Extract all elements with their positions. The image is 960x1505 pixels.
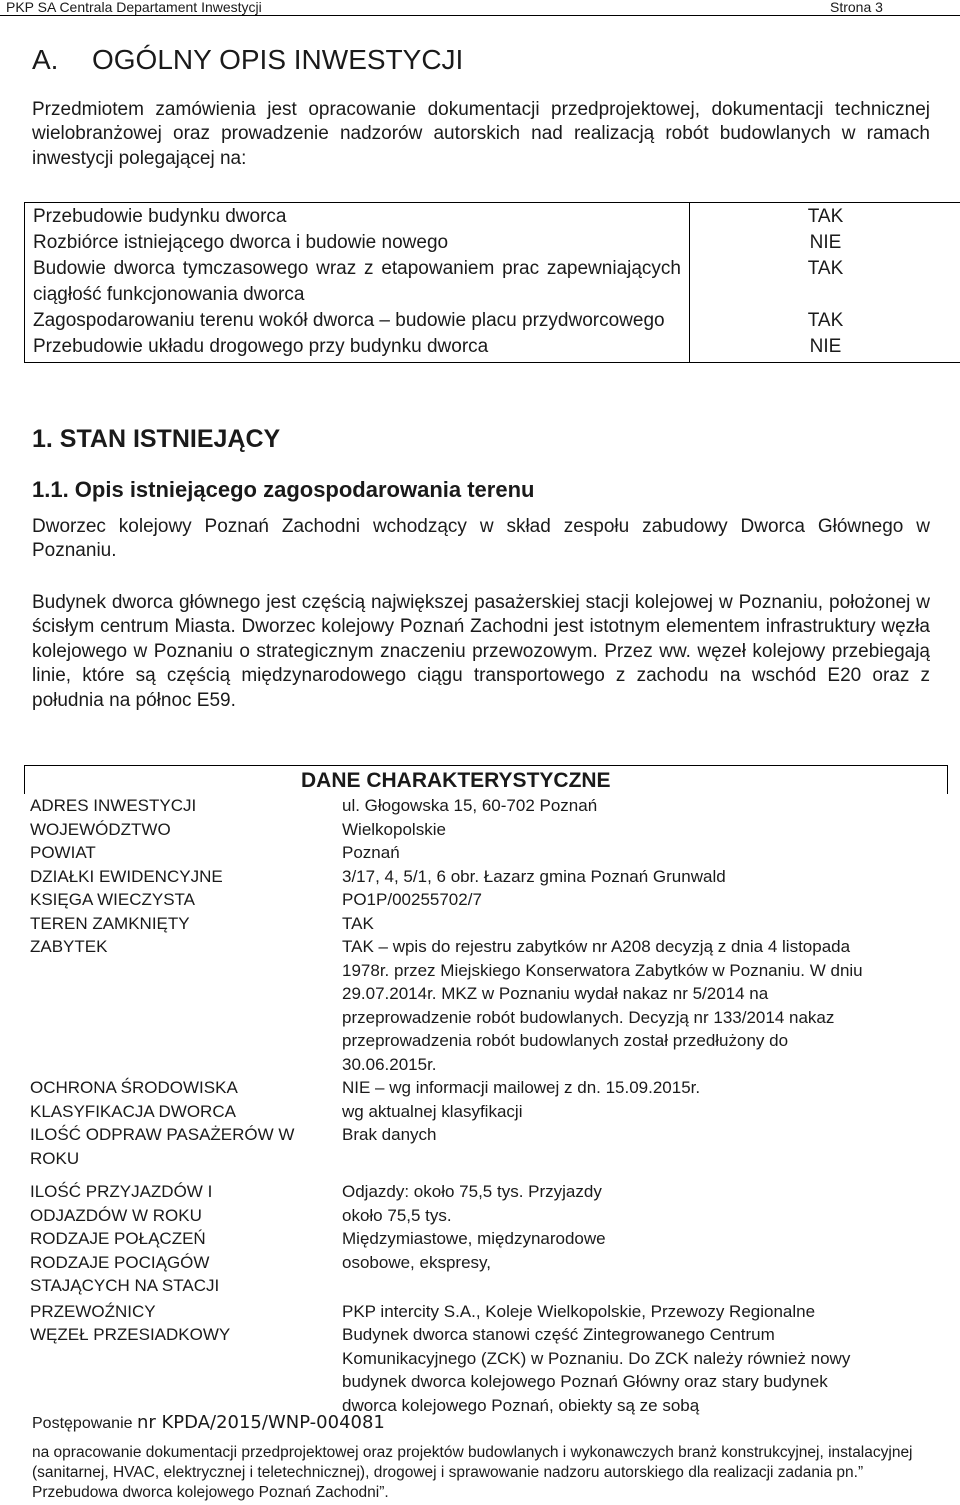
section-1-1-heading: 1.1. Opis istniejącego zagospodarowania terenu: [32, 477, 535, 502]
scope-row: [25, 203, 960, 231]
dane-key: ILOŚĆ ODPRAW PASAŻERÓW W ROKU: [30, 1125, 295, 1168]
dane-value: Poznań: [342, 843, 400, 862]
scope-table: [24, 202, 960, 363]
dane-value: Budynek dworca stanowi część Zintegrowanego Centrum Komunikacyjnego (ZCK) w Poznaniu. Do ZCK należy również nowy budynek dworca kolejowego Poznań Główny oraz stary budynek dworca kolejowego Poznań, obiekty są ze sobą: [342, 1325, 851, 1415]
section-a-title: OGÓLNY OPIS INWESTYCJI: [92, 44, 464, 75]
dane-key: PRZEWOŹNICY: [30, 1301, 156, 1321]
dane-key: OCHRONA ŚRODOWISKA: [30, 1078, 238, 1097]
scope-description: Rozbiórce istniejącego dworca i budowie nowego: [25, 230, 690, 256]
dane-key: POWIAT: [30, 843, 96, 862]
dane-charakterystyczne-table: [24, 794, 946, 1417]
scope-row: [25, 230, 960, 256]
footer-procedure-code: nr KPDA/2015/WNP-004081: [136, 1412, 385, 1433]
dane-row: [24, 935, 946, 1076]
dane-key: KLASYFIKACJA DWORCA: [30, 1101, 236, 1121]
scope-value: TAK: [690, 256, 960, 308]
dane-value: Wielkopolskie: [342, 819, 446, 839]
scope-value: TAK: [690, 308, 960, 334]
dane-row: [24, 865, 946, 889]
dane-value: Odjazdy: około 75,5 tys. Przyjazdy około 75,5 tys.: [342, 1182, 602, 1225]
dane-key: DZIAŁKI EWIDENCYJNE: [30, 866, 223, 886]
paragraph-1: Dworzec kolejowy Poznań Zachodni wchodzący w skład zespołu zabudowy Dworca Głównego w Poznaniu.: [32, 516, 930, 562]
dane-title-text: DANE CHARAKTERYSTYCZNE: [301, 769, 611, 792]
section-a-heading: [32, 42, 463, 78]
scope-value: NIE: [690, 334, 960, 363]
scope-description: Zagospodarowaniu terenu wokół dworca – budowie placu przydworcowego: [25, 308, 690, 334]
dane-row: [24, 1123, 946, 1170]
scope-row: [25, 308, 960, 334]
header-page-number: Strona 3: [830, 0, 883, 15]
dane-value: PKP intercity S.A., Koleje Wielkopolskie, Przewozy Regionalne: [342, 1301, 816, 1321]
dane-row: [24, 1323, 946, 1417]
footer-label: Postępowanie: [32, 1415, 133, 1432]
section-a-number: A.: [32, 44, 59, 75]
footer-description: na opracowanie dokumentacji przedprojektowej oraz projektów budowlanych i wykonawczych branż konstrukcyjnej, instalacyjnej (sanitarnej, HVAC, elektrycznej i teletechnicznej), drogowej i sprawowanie nadzoru autorskiego dla realizacji zadania pn.” Przebudowa dworca kolejowego Poznań Zachodni”.: [32, 1444, 913, 1501]
dane-row: [24, 1076, 946, 1100]
dane-key: KSIĘGA WIECZYSTA: [30, 890, 195, 909]
scope-row: [25, 334, 960, 363]
scope-value: NIE: [690, 230, 960, 256]
page-header: [0, 0, 960, 16]
dane-row: [24, 888, 946, 912]
dane-value: Brak danych: [342, 1125, 437, 1144]
dane-row: [24, 1251, 946, 1298]
intro-paragraph: Przedmiotem zamówienia jest opracowanie dokumentacji przedprojektowej, dokumentacji technicznej wielobranżowej oraz prowadzenie nadzorów autorskich nad realizacją robót budowlanych w ramach inwestycji polegającej na:: [32, 99, 930, 169]
dane-row: [24, 841, 946, 865]
dane-row: [24, 912, 946, 936]
dane-value: TAK: [342, 913, 374, 933]
dane-value: Międzymiastowe, międzynarodowe: [342, 1229, 606, 1248]
dane-row: [24, 1300, 946, 1324]
scope-value: TAK: [690, 203, 960, 231]
header-organization: PKP SA Centrala Departament Inwestycji: [6, 0, 262, 15]
section-1-heading: 1. STAN ISTNIEJĄCY: [32, 425, 281, 453]
scope-description: Przebudowie układu drogowego przy budynku dworca: [25, 334, 690, 363]
dane-key: ILOŚĆ PRZYJAZDÓW I ODJAZDÓW W ROKU: [30, 1182, 213, 1225]
dane-value: ul. Głogowska 15, 60-702 Poznań: [342, 796, 598, 815]
dane-value: NIE – wg informacji mailowej z dn. 15.09.2015r.: [342, 1078, 701, 1097]
dane-value: wg aktualnej klasyfikacji: [342, 1101, 523, 1121]
dane-key: ADRES INWESTYCJI: [30, 796, 197, 815]
scope-description: Budowie dworca tymczasowego wraz z etapowaniem prac zapewniających ciągłość funkcjonowania dworca: [25, 256, 690, 308]
dane-key: WOJEWÓDZTWO: [30, 819, 171, 839]
dane-value: PO1P/00255702/7: [342, 890, 482, 909]
dane-row: [24, 794, 946, 818]
dane-row: [24, 1180, 946, 1227]
dane-value: osobowe, ekspresy,: [342, 1252, 491, 1272]
scope-row: [25, 256, 960, 308]
dane-value: 3/17, 4, 5/1, 6 obr. Łazarz gmina Poznań Grunwald: [342, 866, 726, 886]
dane-row: [24, 1227, 946, 1251]
dane-key: TEREN ZAMKNIĘTY: [30, 913, 190, 933]
dane-key: WĘZEŁ PRZESIADKOWY: [30, 1325, 231, 1344]
dane-charakterystyczne-title: [24, 765, 948, 794]
dane-key: RODZAJE POŁĄCZEŃ: [30, 1229, 206, 1248]
dane-key: ZABYTEK: [30, 937, 108, 956]
paragraph-2: Budynek dworca głównego jest częścią największej pasażerskiej stacji kolejowej w Poznaniu, położonej w ścisłym centrum Miasta. Dworzec kolejowy Poznań Zachodni jest istotnym elementem infrastruktury węzła kolejowego w Poznaniu o strategicznym znaczeniu przewozowym. Przez ww. węzeł kolejowy przebiegają linie, które są częścią międzynarodowego ciągu transportowego z zachodu na wschód E20 oraz z południa na północ E59.: [32, 592, 930, 711]
footer-procedure: [32, 1412, 385, 1435]
dane-row: [24, 1100, 946, 1124]
dane-value: TAK – wpis do rejestru zabytków nr A208 decyzją z dnia 4 listopada 1978r. przez Miejskiego Konserwatora Zabytków w Poznaniu. W dniu 29.07.2014r. MKZ w Poznaniu wydał nakaz nr 5/2014 na przeprowadzenie robót budowlanych. Decyzją nr 133/2014 nakaz przeprowadzenia robót budowlanych został przedłużony do 30.06.2015r.: [342, 937, 863, 1074]
dane-row: [24, 818, 946, 842]
dane-key: RODZAJE POCIĄGÓW STAJĄCYCH NA STACJI: [30, 1252, 220, 1295]
scope-description: Przebudowie budynku dworca: [25, 203, 690, 231]
